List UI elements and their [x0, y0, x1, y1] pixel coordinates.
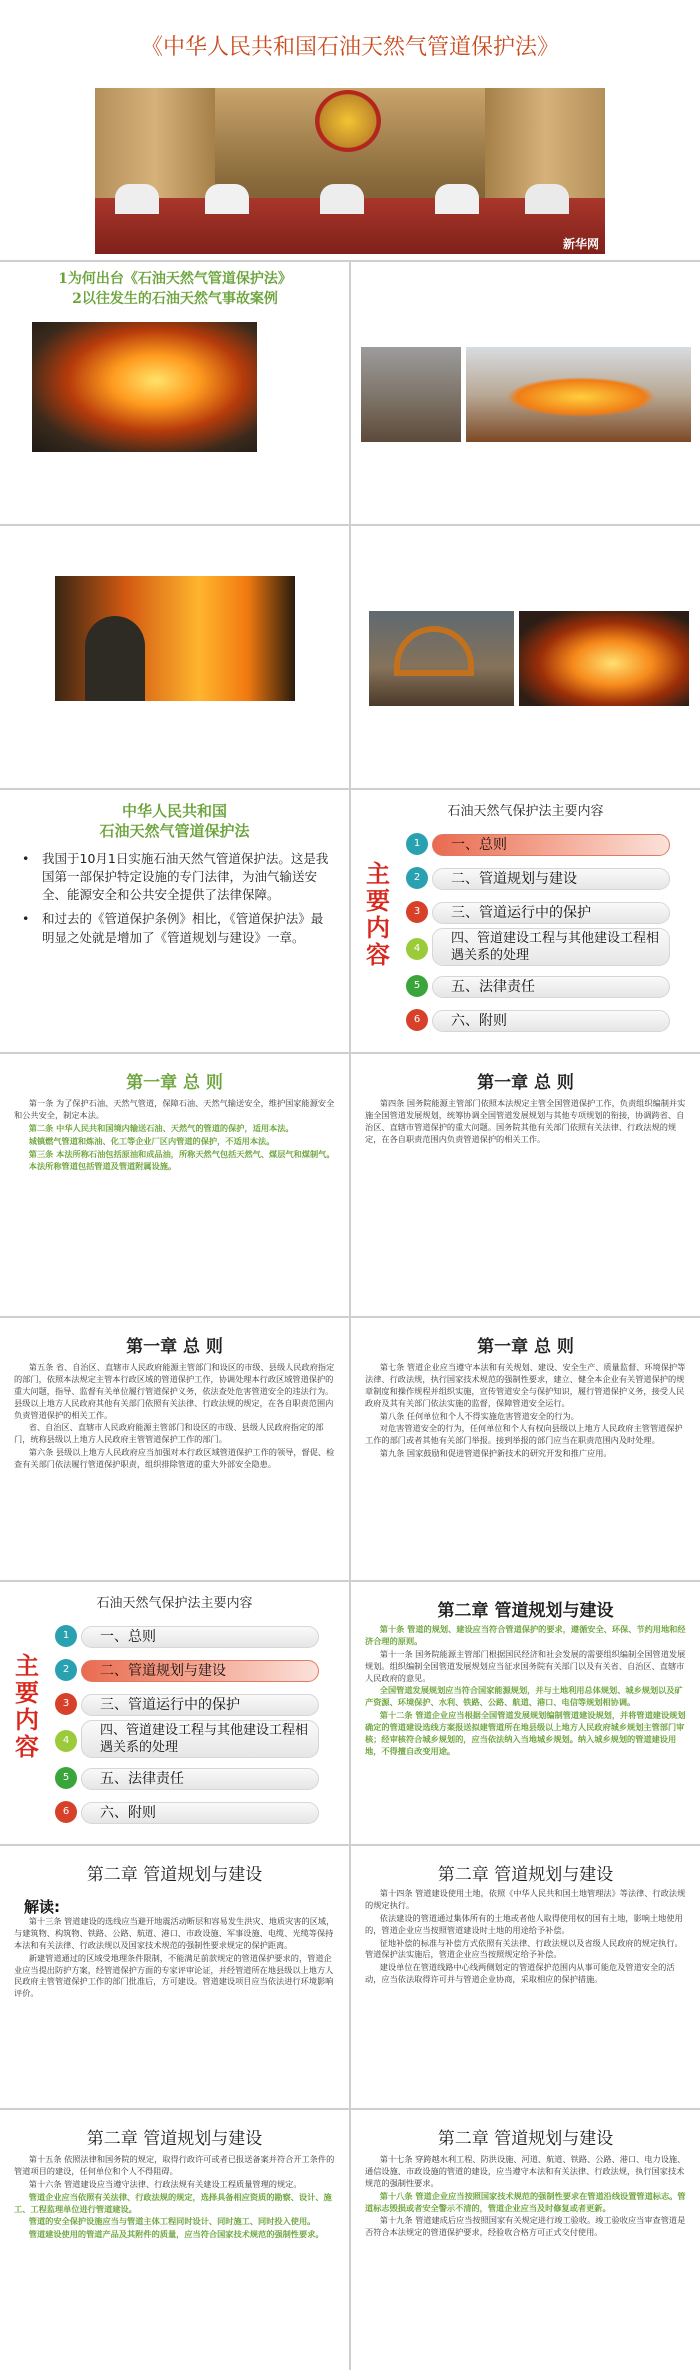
toc2-num-5: 5 [55, 1767, 77, 1789]
ch1c-p2: 省、自治区、直辖市人民政府能源主管部门和设区的市级、县级人民政府指定的部门，统称县级以上地方人民政府主管管道保护工作的部门。 [14, 1422, 324, 1445]
ch1d-body [365, 1362, 687, 1461]
firefighters-photo [55, 576, 295, 701]
toc2-num-6: 6 [55, 1801, 77, 1823]
toc-item-2[interactable] [406, 864, 676, 898]
ch2e-p3: 第十九条 管道建成后应当按照国家有关规定进行竣工验收。竣工验收应当审查管道是否符合本法规定的管道保护要求，经验收合格方可正式交付使用。 [365, 2215, 686, 2238]
toc2-side-label: 主要内容 [15, 1651, 39, 1761]
ch1d-p3: 对危害管道安全的行为，任何单位和个人有权向县级以上地方人民政府主管管道保护工作的部门或者其他有关部门举报。接到举报的部门应当在职责范围内及时处理。 [365, 1423, 683, 1446]
slide-cover [0, 0, 700, 260]
toc-item-4[interactable] [406, 932, 676, 972]
ch2a-p1: 第十条 管道的规划、建设应当符合管道保护的要求，遵循安全、环保、节约用地和经济合理的原则。 [365, 1624, 686, 1646]
toc-item-6[interactable] [406, 1006, 676, 1040]
slide-chapter1-a [0, 1054, 349, 1316]
toc2-item-5[interactable] [55, 1764, 325, 1798]
intro-bullet-1 [20, 850, 335, 904]
ch2b-p1: 第十三条 管道建设的选线应当避开地震活动断层和容易发生洪灾、地质灾害的区域，与建筑物、构筑物、铁路、公路、航道、港口、市政设施、军事设施、电缆、光缆等保持本法和有关法律、行政法规以及国家技术规范的强制性要求规定的保护距离。 [14, 1916, 335, 1950]
ch2b-heading: 解读: [24, 1898, 60, 1916]
pipe-fire-photo [519, 611, 689, 706]
why-line2: 2以往发生的石油天然气事故案例 [72, 291, 278, 307]
toc-item-1[interactable] [406, 830, 676, 864]
ch2a-p4: 第十二条 管道企业应当根据全国管道发展规划编制管道建设规划，并将管道建设规划确定的管道建设选线方案报送拟建管道所在地县级以上地方人民政府城乡规划主管部门审核；经审核符合城乡规划的，应当依法纳入当地城乡规划。纳入城乡规划的管道建设用地，不得擅自改变用途。 [365, 1710, 686, 1756]
slide-toc [351, 790, 700, 1052]
ch2c-title: 第二章 管道规划与建设 [437, 1865, 614, 1885]
officials-row [95, 184, 605, 214]
toc2-num-1: 1 [55, 1625, 77, 1647]
conference-photo [95, 88, 605, 254]
ch1c-body [14, 1362, 336, 1472]
toc-label-3: 三、管道运行中的保护 [432, 902, 670, 924]
bullet-dot-icon: • [22, 911, 30, 927]
bullet-dot-icon: • [22, 851, 30, 866]
toc-label-1: 一、总则 [432, 834, 670, 856]
toc2-label-1: 一、总则 [81, 1626, 319, 1648]
oil-fire-photo [32, 322, 257, 452]
toc-num-2: 2 [406, 867, 428, 889]
ch2a-p2: 第十一条 国务院能源主管部门根据国民经济和社会发展的需要组织编制全国管道发展规划。组织编制全国管道发展规划应当征求国务院有关部门以及有关省、自治区、直辖市人民政府的意见。 [365, 1648, 686, 1683]
intro-bullets [20, 850, 335, 947]
ch1a-p5: 本法所称管道包括管道及管道附属设施。 [28, 1161, 177, 1172]
why-line1: 1为何出台《石油天然气管道保护法》 [58, 271, 292, 287]
toc2-label-3: 三、管道运行中的保护 [81, 1694, 319, 1716]
toc2-item-2[interactable] [55, 1656, 325, 1690]
ch1d-p1: 第七条 管道企业应当遵守本法和有关规划、建设、安全生产、质量监督、环境保护等法律、行政法规，执行国家技术规范的强制性要求，建立、健全本企业有关管道保护的规章制度和操作规程并组织实施，宣传管道安全与保护知识，履行管道保护义务，接受人民政府及其有关部门依法实施的监督，保障管道安全运行。 [365, 1362, 686, 1408]
toc-label-4: 四、管道建设工程与其他建设工程相遇关系的处理 [432, 928, 670, 966]
ch2e-p2: 第十八条 管道企业应当按照国家技术规范的强制性要求在管道沿线设置管道标志。管道标志毁损或者安全警示不清的，管道企业应当及时修复或者更新。 [365, 2190, 686, 2213]
toc2-label-4: 四、管道建设工程与其他建设工程相遇关系的处理 [81, 1720, 319, 1758]
toc-num-4: 4 [406, 938, 428, 960]
toc-num-3: 3 [406, 901, 428, 923]
slide-chapter1-c [0, 1318, 349, 1580]
slide-why [0, 262, 349, 524]
ch2a-title: 第二章 管道规划与建设 [437, 1601, 614, 1621]
ch1a-p4: 第三条 本法所称石油包括原油和成品油，所称天然气包括天然气、煤层气和煤制气。 [28, 1148, 335, 1159]
toc-num-1: 1 [406, 833, 428, 855]
toc2-num-3: 3 [55, 1693, 77, 1715]
slide-toc-2 [0, 1582, 349, 1844]
toc2-label-5: 五、法律责任 [81, 1768, 319, 1790]
ch2e-body [365, 2154, 687, 2240]
excavator-photo [369, 611, 514, 706]
ch2d-p3: 管道企业应当依照有关法律、行政法规的规定，选择具备相应资质的勘察、设计、施工、工程监理单位进行管道建设。 [14, 2191, 332, 2214]
ch1d-p2: 第八条 任何单位和个人不得实施危害管道安全的行为。 [379, 1410, 579, 1421]
toc-num-6: 6 [406, 1009, 428, 1031]
toc2-title: 石油天然气保护法主要内容 [96, 1596, 253, 1611]
ch1d-title: 第一章 总 则 [477, 1337, 574, 1357]
toc2-label-6: 六、附则 [81, 1802, 319, 1824]
slide-chapter2-b [0, 1846, 349, 2108]
toc-label-2: 二、管道规划与建设 [432, 868, 670, 890]
intro-bullet-1-text: 我国于10月1日实施石油天然气管道保护法。这是我国第一部保护特定设施的专门法律，为油气输送安全、能源安全和公共安全提供了法律保障。 [42, 851, 329, 903]
toc2-list [55, 1622, 325, 1832]
ch2c-body [365, 1888, 687, 1987]
ch1a-p3: 城镇燃气管道和炼油、化工等企业厂区内管道的保护，不适用本法。 [28, 1135, 275, 1146]
toc-side-label: 主要内容 [366, 859, 390, 969]
ch2d-p1: 第十五条 依照法律和国务院的规定，取得行政许可或者已报送备案并符合开工条件的管道项目的建设，任何单位和个人不得阻碍。 [14, 2154, 335, 2176]
national-emblem [315, 90, 381, 152]
slide-accident-photos [351, 262, 700, 524]
toc2-item-3[interactable] [55, 1690, 325, 1724]
toc2-item-4[interactable] [55, 1724, 325, 1764]
slide-chapter2-e [351, 2110, 700, 2370]
ch2d-p4: 管道的安全保护设施应当与管道主体工程同时设计、同时施工、同时投入使用。 [28, 2216, 316, 2227]
ch2e-p1: 第十七条 穿跨越水利工程、防洪设施、河道、航道、铁路、公路、港口、电力设施、通信设施、市政设施的管道的建设，应当遵守本法和有关法律、行政法规，执行国家技术规范的强制性要求。 [365, 2154, 686, 2188]
ch1c-title: 第一章 总 则 [126, 1337, 223, 1357]
xinhua-watermark: 新华网 [562, 237, 599, 251]
slide-excavator [351, 526, 700, 788]
slide-chapter1-b [351, 1054, 700, 1316]
ch2d-body [14, 2154, 336, 2242]
ch2c-p1: 第十四条 管道建设使用土地，依照《中华人民共和国土地管理法》等法律、行政法规的规定执行。 [365, 1888, 686, 1910]
slide-chapter2-d [0, 2110, 349, 2370]
ch2b-p2: 新建管道通过的区域受地理条件限制，不能满足前款规定的管道保护要求的，管道企业应当提出防护方案，经管道保护方面的专家评审论证，并经管道所在地县级以上地方人民政府主管管道保护工作的部门批准后，方可建设。管道建设项目应当依法进行环境影响评价。 [14, 1952, 334, 1999]
smoke-photo [361, 347, 461, 442]
intro-title-1: 中华人民共和国 [121, 802, 227, 820]
ch1a-p2: 第二条 中华人民共和国境内输送石油、天然气的管道的保护，适用本法。 [28, 1122, 294, 1133]
ch1b-title: 第一章 总 则 [477, 1073, 574, 1093]
ch2b-body [14, 1916, 336, 2001]
cover-title: 《中华人民共和国石油天然气管道保护法》 [140, 35, 559, 60]
toc-label-6: 六、附则 [432, 1010, 670, 1032]
ch2c-p2: 依法建设的管道通过集体所有的土地或者他人取得使用权的国有土地，影响土地使用的，管道企业应当按照管道建设时土地的用途给予补偿。 [365, 1912, 683, 1935]
ch1b-body [365, 1098, 687, 1147]
ch2b-title: 第二章 管道规划与建设 [86, 1865, 263, 1885]
ch2d-p5: 管道建设使用的管道产品及其附件的质量，应当符合国家技术规范的强制性要求。 [28, 2229, 324, 2240]
toc2-item-1[interactable] [55, 1622, 325, 1656]
ch1c-p3: 第六条 县级以上地方人民政府应当加强对本行政区域管道保护工作的领导，督促、检查有关部门依法履行管道保护职责，组织排除管道的重大外部安全隐患。 [14, 1447, 335, 1470]
ch2c-p4: 建设单位在管道线路中心线两侧划定的管道保护范围内从事可能危及管道安全的活动，应当依法取得许可并与管道企业协商，采取相应的保护措施。 [365, 1962, 675, 1985]
ch1a-body [14, 1098, 336, 1174]
intro-title-2: 石油天然气管道保护法 [99, 822, 250, 840]
ch1a-title: 第一章 总 则 [126, 1073, 223, 1093]
slide-law-intro [0, 790, 349, 1052]
toc2-num-4: 4 [55, 1730, 77, 1752]
ch2a-p3: 全国管道发展规划应当符合国家能源规划，并与土地利用总体规划、城乡规划以及矿产资源、环境保护、水利、铁路、公路、航道、港口、电信等规划相协调。 [365, 1685, 683, 1708]
toc2-item-6[interactable] [55, 1798, 325, 1832]
ch2d-p2: 第十六条 管道建设应当遵守法律、行政法规有关建设工程质量管理的规定。 [28, 2178, 302, 2189]
ch2c-p3: 征地补偿的标准与补偿方式依照有关法律、行政法规以及省级人民政府的规定执行。管道保护法实施后，管道企业应当按照规定给予补偿。 [365, 1937, 683, 1960]
ch1a-p1: 第一条 为了保护石油、天然气管道，保障石油、天然气输送安全，维护国家能源安全和公共安全，制定本法。 [14, 1098, 335, 1120]
toc-item-5[interactable] [406, 972, 676, 1006]
toc2-num-2: 2 [55, 1659, 77, 1681]
toc-list [406, 830, 676, 1040]
toc-num-5: 5 [406, 975, 428, 997]
ch1c-p1: 第五条 省、自治区、直辖市人民政府能源主管部门和设区的市级、县级人民政府指定的部门，依照本法规定主管本行政区域的管道保护工作，协调处理本行政区域管道保护的重大问题，指导、监督有关单位履行管道保护义务，依法查处危害管道安全的违法行为。县级以上地方人民政府其他有关部门依照有关法律、行政法规的规定，在各自职责范围内负责管道保护的相关工作。 [14, 1362, 335, 1420]
toc-item-3[interactable] [406, 898, 676, 932]
ch2d-title: 第二章 管道规划与建设 [86, 2129, 263, 2149]
toc2-label-2: 二、管道规划与建设 [81, 1660, 319, 1682]
intro-bullet-2 [20, 910, 335, 946]
street-fire-photo [466, 347, 691, 442]
ch2e-title: 第二章 管道规划与建设 [437, 2129, 614, 2149]
toc-title: 石油天然气保护法主要内容 [447, 804, 604, 819]
ch1b-p1: 第四条 国务院能源主管部门依照本法规定主管全国管道保护工作，负责组织编制并实施全国管道发展规划，统筹协调全国管道发展规划与其他专项规划的衔接，协调跨省、自治区、直辖市管道保护的重大问题。国务院其他有关部门依照有关法律、行政法规的规定，在各自职责范围内负责管道保护的相关工作。 [365, 1098, 686, 1144]
slide-chapter2-c [351, 1846, 700, 2108]
slide-chapter1-d [351, 1318, 700, 1580]
curtain-right [485, 88, 605, 198]
ch1d-p4: 第九条 国家鼓励和促进管道保护新技术的研究开发和推广应用。 [379, 1448, 612, 1459]
slide-firefighters [0, 526, 349, 788]
intro-bullet-2-text: 和过去的《管道保护条例》相比，《管道保护法》最明显之处就是增加了《管道规划与建设》一章。 [42, 911, 324, 945]
slide-chapter2-a [351, 1582, 700, 1844]
curtain-left [95, 88, 215, 198]
toc-label-5: 五、法律责任 [432, 976, 670, 998]
ch2a-body [365, 1624, 687, 1759]
